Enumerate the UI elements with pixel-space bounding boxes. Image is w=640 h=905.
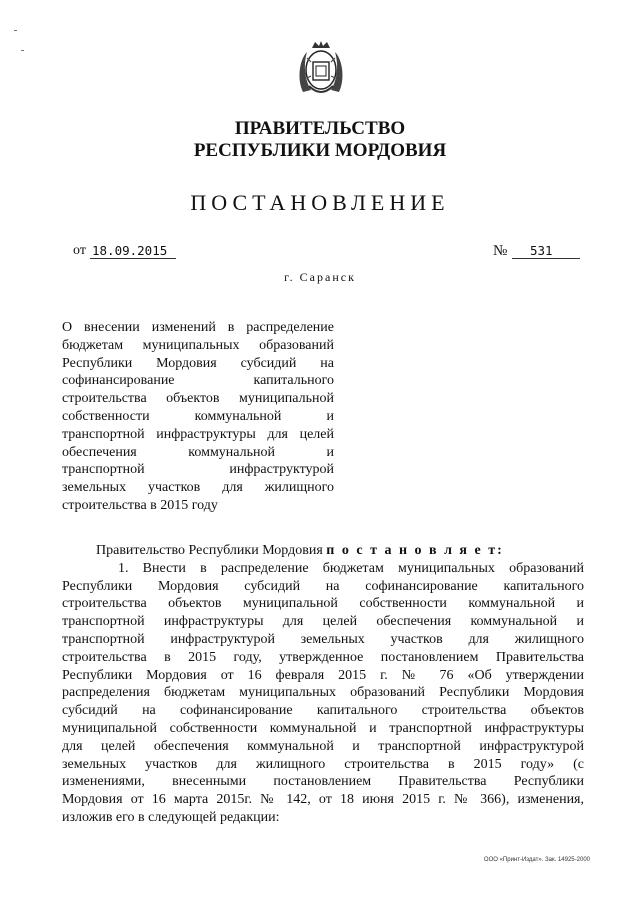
body-line: строительства объектов муниципальной собственности коммунальной и bbox=[62, 596, 584, 612]
title-line: земельных участков для жилищного bbox=[62, 480, 334, 496]
number-value: 531 bbox=[512, 243, 580, 259]
body-line: для целей обеспечения коммунальной и транспортной инфраструктурой bbox=[62, 738, 584, 754]
date-label: от bbox=[73, 243, 86, 258]
title-line: О внесении изменений в распределение bbox=[62, 320, 334, 335]
body-line: Мордовия от 16 марта 2015г. № 142, от 18 июня 2015 г. № 366), изменения, bbox=[62, 792, 584, 808]
resolution-title bbox=[62, 319, 334, 515]
body-line: 1. Внести в распределение бюджетам муниципальных образований bbox=[118, 560, 584, 576]
body-intro-emphasis: п о с т а н о в л я е т: bbox=[326, 543, 504, 558]
number-label: № bbox=[493, 243, 508, 259]
body-line: земельных участков для жилищного строительства в 2015 году» (с bbox=[62, 756, 584, 772]
title-line: строительства объектов муниципальной bbox=[62, 391, 334, 407]
title-line: обеспечения коммунальной и bbox=[62, 444, 334, 460]
title-line: строительства в 2015 году bbox=[62, 497, 218, 513]
title-line: собственности коммунальной и bbox=[62, 408, 334, 424]
resolution-body bbox=[62, 542, 584, 827]
document-type-heading: ПОСТАНОВЛЕНИЕ bbox=[190, 190, 450, 215]
title-line: транспортной инфраструктуры для целей bbox=[62, 426, 334, 442]
printer-imprint: ООО «Принт-Издат». Зак. 14925-2000 bbox=[483, 857, 590, 863]
body-intro-text: Правительство Республики Мордовия bbox=[96, 543, 323, 558]
body-line: муниципальной собственности коммунальной и транспортной инфраструктуры bbox=[62, 720, 584, 736]
body-line: распределения бюджетам муниципальных образований Республики Мордовия bbox=[62, 685, 584, 701]
title-line: бюджетам муниципальных образований bbox=[62, 337, 334, 353]
body-line: субсидий на софинансирование капитального строительства объектов bbox=[62, 703, 584, 719]
organization-name-line1: ПРАВИТЕЛЬСТВО bbox=[234, 118, 406, 139]
body-line: изменениями, внесенными постановлением Правительства Республики bbox=[62, 774, 584, 790]
body-line: транспортной инфраструктуры для целей обеспечения коммунальной и bbox=[62, 614, 584, 630]
scan-mark bbox=[21, 50, 24, 51]
organization-name-line2: РЕСПУБЛИКИ МОРДОВИЯ bbox=[193, 140, 447, 161]
scan-mark bbox=[14, 30, 17, 31]
body-intro-line bbox=[96, 542, 584, 560]
body-line: строительства в 2015 году, утвержденное постановлением Правительства bbox=[62, 649, 584, 665]
body-line: Республики Мордовия субсидий на софинансирование капитального bbox=[62, 578, 584, 594]
date-value: 18.09.2015 bbox=[90, 243, 176, 259]
body-line: транспортной инфраструктурой земельных участков для жилищного bbox=[62, 631, 584, 647]
title-line: транспортной инфраструктурой bbox=[62, 462, 334, 478]
title-line: софинансирование капитального bbox=[62, 373, 334, 389]
coat-of-arms-emblem bbox=[297, 40, 345, 100]
body-line: изложив его в следующей редакции: bbox=[62, 809, 280, 825]
city-line: г. Саранск bbox=[284, 270, 356, 284]
title-line: Республики Мордовия субсидий на bbox=[62, 355, 334, 371]
body-line: Республики Мордовия от 16 февраля 2015 г. № 76 «Об утверждении bbox=[62, 667, 584, 683]
